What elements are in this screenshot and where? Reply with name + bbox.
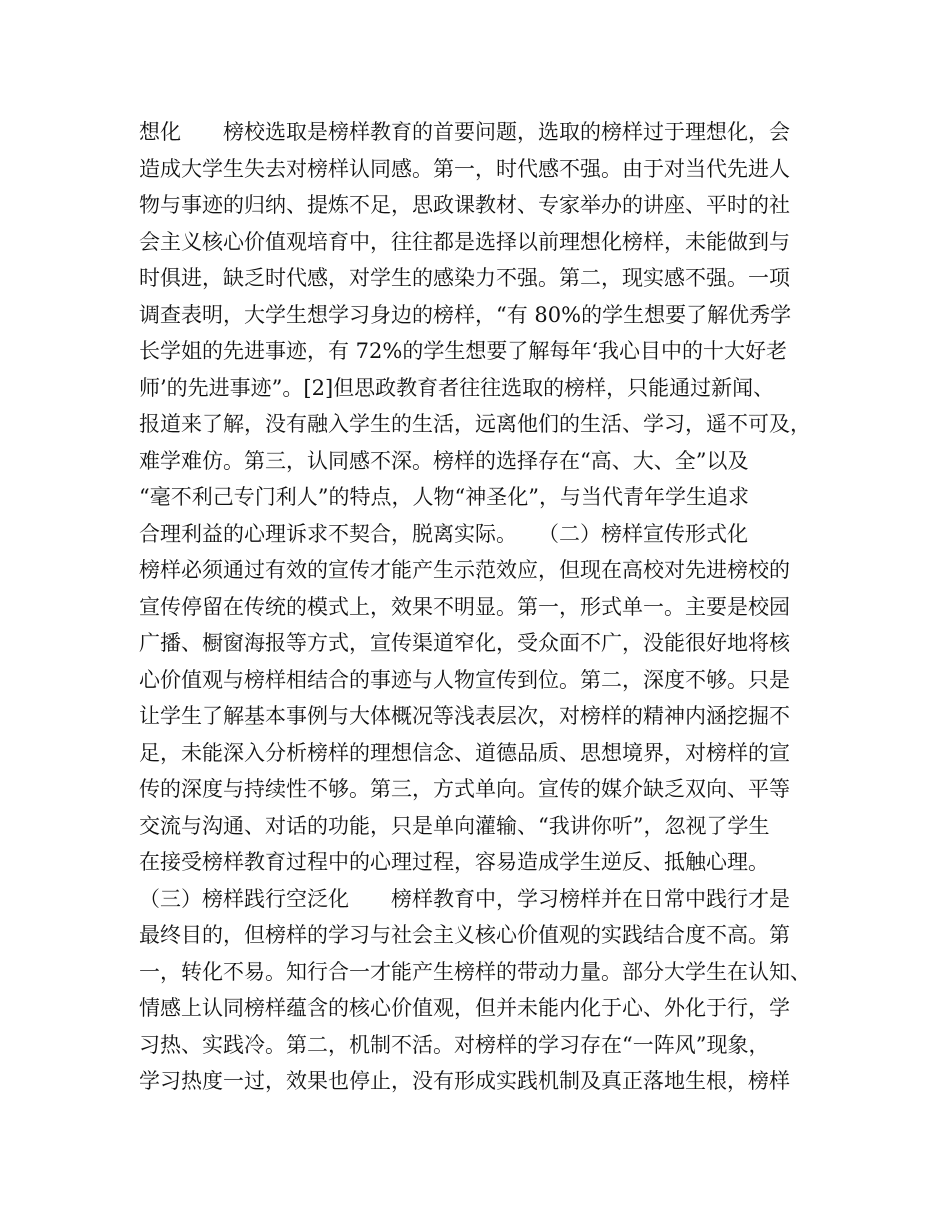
text-line: 广播、橱窗海报等方式，宣传渠道窄化，受众面不广，没能很好地将核 — [139, 631, 790, 655]
text-line: 物与事迹的归纳、提炼不足，思政课教材、专家举办的讲座、平时的社 — [139, 193, 790, 217]
text-line: 报道来了解，没有融入学生的生活，远离他们的生活、学习，遥不可及， — [139, 412, 811, 436]
text-line: 情感上认同榜样蕴含的核心价值观，但并未能内化于心、外化于行，学 — [139, 996, 790, 1020]
text-line: 会主义核心价值观培育中，往往都是选择以前理想化榜样，未能做到与 — [139, 229, 790, 254]
text-line: 宣传停留在传统的模式上，效果不明显。第一，形式单一。主要是校园 — [139, 594, 790, 619]
text-line: “毫不利己专门利人”的特点，人物“神圣化”，与当代青年学生追求 — [139, 485, 749, 509]
text-line: 心价值观与榜样相结合的事迹与人物宣传到位。第二，深度不够。只是 — [139, 667, 790, 692]
text-line: 长学姐的先进事迹，有 72%的学生想要了解每年‘我心目中的十大好老 — [139, 339, 788, 363]
text-line: 最终目的，但榜样的学习与社会主义核心价值观的实践结合度不高。第 — [139, 923, 790, 947]
body-text — [139, 114, 829, 1100]
text-line: 学习热度一过，效果也停止，没有形成实践机制及真正落地生根，榜样 — [139, 1069, 790, 1093]
text-line: 调查表明，大学生想学习身边的榜样，“有 80%的学生想要了解优秀学 — [139, 302, 792, 327]
text-line: 想化 榜校选取是榜样教育的首要问题，选取的榜样过于理想化，会 — [139, 120, 790, 144]
text-line: 时俱进，缺乏时代感，对学生的感染力不强。第二，现实感不强。一项 — [139, 266, 790, 290]
text-line: 传的深度与持续性不够。第三，方式单向。宣传的媒介缺乏双向、平等 — [139, 777, 790, 801]
text-line: 在接受榜样教育过程中的心理过程，容易造成学生逆反、抵触心理。 — [139, 850, 769, 874]
text-line: 足，未能深入分析榜样的理想信念、道德品质、思想境界，对榜样的宣 — [139, 740, 790, 765]
text-line: 师’的先进事迹”。[2]但思政教育者往往选取的榜样，只能通过新闻、 — [139, 375, 775, 400]
text-line: 造成大学生失去对榜样认同感。第一，时代感不强。由于对当代先进人 — [139, 156, 790, 181]
text-line: 合理利益的心理诉求不契合，脱离实际。 （二）榜样宣传形式化 — [139, 521, 748, 546]
text-line: 让学生了解基本事例与大体概况等浅表层次，对榜样的精神内涵挖掘不 — [139, 704, 790, 728]
text-line: 交流与沟通、对话的功能，只是单向灌输、“我讲你听”，忽视了学生 — [139, 813, 770, 838]
text-line: 难学难仿。第三，认同感不深。榜样的选择存在“高、大、全”以及 — [139, 448, 749, 473]
text-line: 习热、实践冷。第二，机制不活。对榜样的学习存在“一阵风”现象， — [139, 1032, 770, 1057]
text-line: 一，转化不易。知行合一才能产生榜样的带动力量。部分大学生在认知、 — [139, 959, 811, 984]
text-line: 榜样必须通过有效的宣传才能产生示范效应，但现在高校对先进榜校的 — [139, 558, 790, 582]
text-line: （三）榜样践行空泛化 榜样教育中，学习榜样并在日常中践行才是 — [139, 886, 790, 911]
